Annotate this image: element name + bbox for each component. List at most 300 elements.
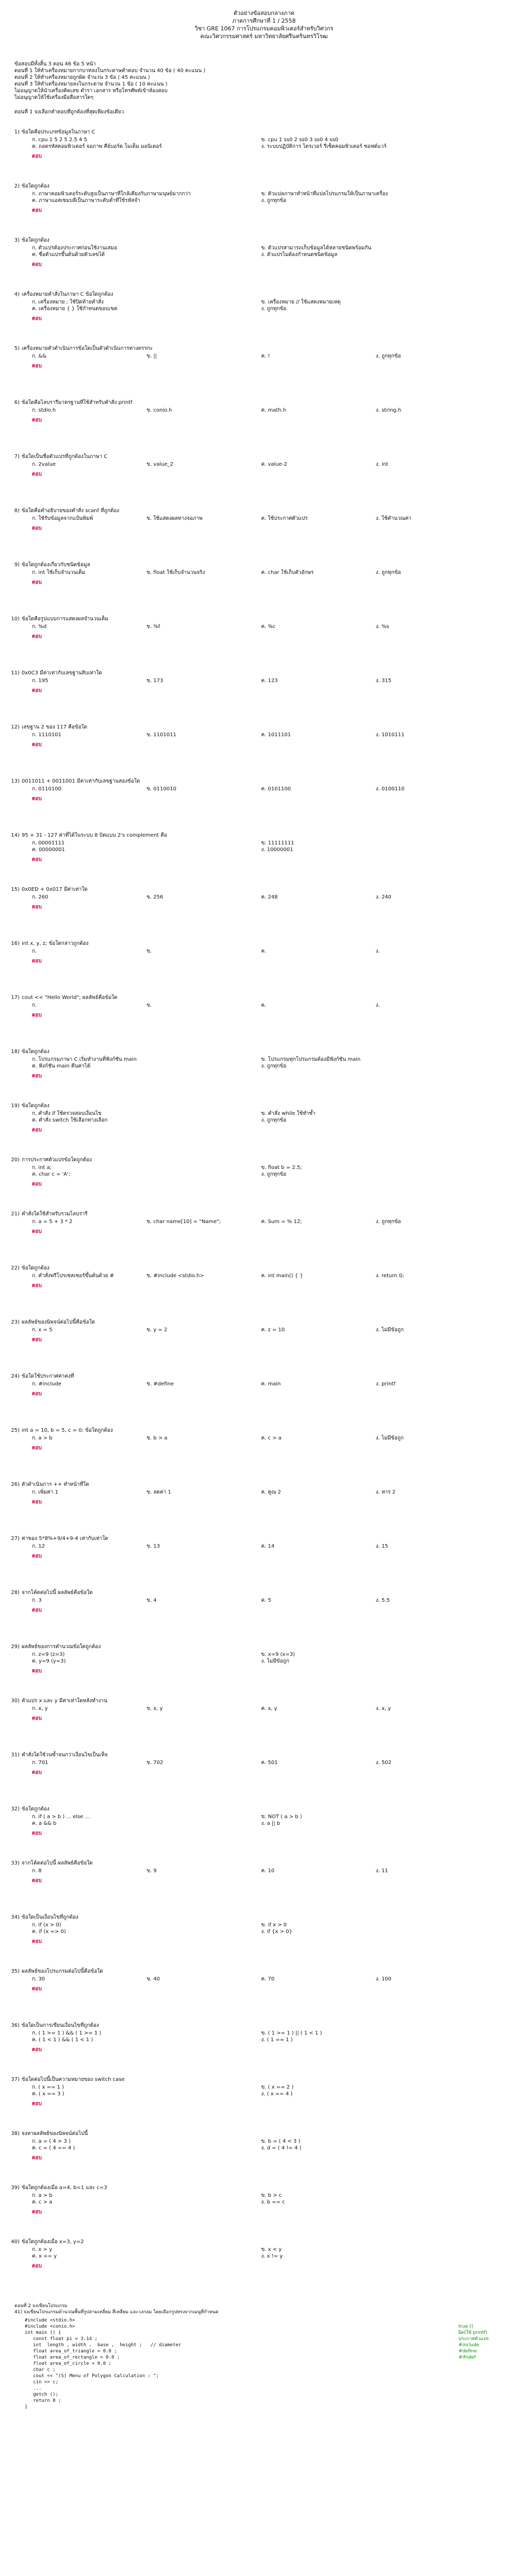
option-choice[interactable]: ก. ตัวแปรต้องประกาศก่อนใช้งานเสมอ — [32, 245, 118, 251]
option-choice[interactable]: ก. 12 — [32, 1544, 45, 1549]
option-choice[interactable]: ง. ถูกทุกข้อ — [261, 1117, 287, 1123]
option-choice[interactable]: ก. x = 5 — [32, 1327, 53, 1333]
answer-label: ตอบ — [32, 1391, 42, 1397]
option-choice[interactable]: ก. ใช้รับข้อมูลจากแป้นพิมพ์ — [32, 516, 93, 521]
option-choice[interactable]: ค. ชื่อตัวแปรขึ้นต้นด้วยตัวเลขได้ — [32, 252, 105, 258]
question-number: 25) — [11, 1428, 20, 1433]
question-number: 21) — [11, 1211, 20, 1217]
option-choice[interactable]: ข. #define — [146, 1381, 174, 1387]
question-item — [14, 562, 509, 586]
question-item — [11, 1806, 509, 1837]
question-number: 38) — [11, 2131, 20, 2137]
option-choice[interactable]: ค. ! — [261, 353, 270, 359]
option-choice[interactable]: ง. 15 — [375, 1544, 388, 1549]
option-choice[interactable]: ข. x, y — [146, 1706, 163, 1711]
question-options — [32, 1651, 509, 1665]
option-choice[interactable]: ค. 123 — [261, 678, 278, 684]
section-2-title: ตอนที่ 2 จงเขียนโปรแกรม — [14, 2303, 68, 2309]
option-choice[interactable]: ก. x > y — [32, 2247, 52, 2252]
option-choice[interactable]: ข. conio.h — [146, 408, 172, 413]
option-choice[interactable]: ข. 0110010 — [146, 786, 176, 792]
option-choice[interactable]: ข. 13 — [146, 1544, 160, 1549]
option-choice[interactable]: ข. char name[10] = "Name"; — [146, 1219, 221, 1225]
option-choice[interactable]: ง. 0100110 — [375, 786, 405, 792]
option-choice[interactable]: ก. && — [32, 353, 47, 359]
question-item — [11, 2022, 509, 2053]
option-choice[interactable]: ข. y = 2 — [146, 1327, 168, 1333]
option-choice[interactable]: ง. 1010111 — [375, 732, 405, 738]
program-note: #define — [458, 2349, 477, 2354]
option-choice[interactable]: ก. คำสั่ง if ใช้ตรวจสอบเงื่อนไข — [32, 1111, 102, 1116]
option-choice[interactable]: ก. ( x == 1 ) — [32, 2084, 64, 2090]
question-stem: int a = 10, b = 5, c = 0; ข้อใดถูกต้อง — [22, 1428, 113, 1433]
question-number: 19) — [11, 1103, 20, 1109]
answer-label: ตอบ — [32, 526, 42, 531]
option-choice[interactable]: ข. if x > 0 — [261, 1922, 287, 1928]
question-number: 28) — [11, 1590, 20, 1596]
option-choice[interactable]: ง. x != y — [261, 2253, 283, 2259]
question-options — [32, 1976, 509, 1982]
option-choice[interactable]: ข. b = ( 4 < 3 ) — [261, 2139, 301, 2144]
question-options — [32, 2084, 509, 2097]
option-choice[interactable]: ก. 701 — [32, 1760, 48, 1766]
option-choice[interactable]: ง. d = ( 4 != 4 ) — [261, 2145, 302, 2151]
option-choice[interactable]: ง. x, y — [375, 1706, 391, 1711]
option-choice[interactable]: ค. 10 — [261, 1868, 275, 1874]
question-number: 8) — [14, 508, 20, 514]
answer-label: ตอบ — [32, 1499, 42, 1505]
option-choice[interactable]: ง. ถูกทุกข้อ — [261, 1172, 287, 1177]
option-choice[interactable]: ก. 0110100 — [32, 786, 61, 792]
option-choice[interactable]: ข. float b = 2.5; — [261, 1165, 302, 1171]
question-options — [32, 894, 509, 901]
instruction-line: ข้อสอบมีทั้งสิ้น 3 ตอน 46 ข้อ 5 หน้า — [14, 61, 96, 67]
question-item — [11, 1589, 509, 1614]
question-options — [32, 1705, 509, 1712]
option-choice[interactable]: ง. int — [375, 462, 388, 467]
question-number: 36) — [11, 2023, 20, 2028]
option-choice[interactable]: ค. char ใช้เก็บตัวอักษร — [261, 570, 314, 575]
question-item — [11, 2184, 509, 2215]
question-item — [11, 1265, 509, 1289]
question-item — [11, 940, 509, 964]
option-choice[interactable]: ค. 0101100 — [261, 786, 291, 792]
question-number: 13) — [11, 778, 20, 784]
option-choice[interactable]: ก. ( 1 >= 1 ) && ( 1 >= 1 ) — [32, 2030, 102, 2036]
question-options — [32, 569, 509, 576]
option-choice[interactable]: ค. 1011101 — [261, 732, 291, 738]
option-choice[interactable]: ข. b > a — [146, 1435, 168, 1441]
question-stem: ข้อใดคือประเภทข้อมูลในภาษา C — [22, 129, 95, 135]
question-item — [11, 778, 509, 802]
option-choice[interactable]: ง. printf — [375, 1381, 395, 1387]
option-choice[interactable]: ข. 702 — [146, 1760, 163, 1766]
answer-label: ตอบ — [32, 1012, 42, 1018]
option-choice[interactable]: ก. 3 — [32, 1598, 42, 1603]
question-stem: ผลลัพธ์ของโปรแกรมต่อไปนี้คือข้อใด — [22, 1969, 103, 1974]
question-options — [32, 1381, 509, 1387]
answer-label: ตอบ — [32, 1939, 42, 1944]
option-choice[interactable]: ง. ไม่มีข้อถูก — [375, 1327, 404, 1333]
option-choice[interactable]: ค. 70 — [261, 1976, 275, 1982]
question-number: 35) — [11, 1969, 20, 1974]
option-choice[interactable]: ง. 100 — [375, 1976, 392, 1982]
question-stem: ข้อใดถูกต้อง — [22, 1103, 50, 1109]
answer-label: ตอบ — [32, 1831, 42, 1836]
option-choice[interactable]: ก. a > b — [32, 2193, 53, 2198]
option-choice[interactable]: ก. 30 — [32, 1976, 45, 1982]
option-choice[interactable]: ค. math.h — [261, 408, 287, 413]
question-stem: ข้อใดคือรูปแบบการแสดงผลจำนวนเต็ม — [22, 616, 108, 622]
option-choice[interactable]: ง. ระบบปฏิบัติการ ไดรเวอร์ รีเซ็ตคอมพิวเตอร์ ซอฟต์แวร์ — [261, 144, 387, 149]
question-stem: ข้อใดเป็นเงื่อนไขที่ถูกต้อง — [22, 1914, 78, 1920]
option-choice[interactable]: ข. x < y — [261, 2247, 282, 2252]
question-number: 31) — [11, 1752, 20, 1758]
option-choice[interactable]: ค. x == y — [32, 2253, 57, 2259]
option-choice[interactable]: ข. — [146, 948, 152, 954]
option-choice[interactable]: ง. return 0; — [375, 1273, 404, 1279]
option-choice[interactable]: ง. b == c — [261, 2199, 285, 2205]
option-choice[interactable]: ค. if (x => 0) — [32, 1929, 66, 1935]
question-item — [11, 1481, 509, 1505]
question-number: 20) — [11, 1157, 20, 1163]
question-stem: 0011011 + 0011001 มีค่าเท่ากับเลขฐานสองข้อใด — [22, 778, 140, 784]
question-number: 11) — [11, 670, 20, 676]
option-choice[interactable]: ข. ( x == 2 ) — [261, 2084, 294, 2090]
option-choice[interactable]: ก. 2value — [32, 462, 56, 467]
option-choice[interactable]: ข. 9 — [146, 1868, 157, 1874]
answer-label: ตอบ — [32, 1878, 42, 1884]
question-options — [32, 353, 509, 360]
option-choice[interactable]: ข. ( 1 >= 1 ) || ( 1 < 1 ) — [261, 2030, 322, 2036]
question-number: 33) — [11, 1860, 20, 1866]
question-number: 24) — [11, 1374, 20, 1379]
option-choice[interactable]: ก. ภาษาคอมพิวเตอร์ระดับสูงเป็นภาษาที่ใกล้เคียงกับภาษามนุษย์มากกว่า — [32, 191, 191, 197]
option-choice[interactable]: ค. ภาษาแอสเซมบลีเป็นภาษาระดับต่ำที่ใช้รหัสจำ — [32, 198, 140, 204]
answer-label: ตอบ — [32, 2155, 42, 2161]
question-item — [11, 1048, 509, 1079]
question-stem: ข้อใดถูกต้อง — [22, 1265, 50, 1271]
option-choice[interactable]: ข. x=9 (x=3) — [261, 1652, 295, 1657]
question-options — [32, 1056, 509, 1070]
question-item — [14, 345, 509, 369]
option-choice[interactable]: ก. 00001111 — [32, 840, 65, 846]
question-options — [32, 1868, 509, 1874]
question-stem: ข้อใดถูกต้อง — [22, 1049, 50, 1055]
answer-label: ตอบ — [32, 857, 42, 862]
question-options — [32, 137, 509, 150]
instruction-line: ไม่อนุญาตให้ใช้เครื่องมือสื่อสารใดๆ — [14, 95, 94, 100]
answer-label: ตอบ — [32, 796, 42, 802]
option-choice[interactable]: ข. 11111111 — [261, 840, 294, 846]
option-choice[interactable]: ข. 173 — [146, 678, 163, 684]
question-number: 7) — [14, 454, 20, 460]
option-choice[interactable]: ค. 00000001 — [32, 847, 65, 853]
option-choice[interactable]: ง. 10000001 — [261, 847, 293, 853]
answer-label: ตอบ — [32, 1283, 42, 1289]
question-options — [32, 2138, 509, 2151]
answer-label: ตอบ — [32, 2263, 42, 2269]
question-number: 5) — [14, 346, 20, 351]
option-choice[interactable]: ก. — [32, 1003, 37, 1008]
question-number: 39) — [11, 2185, 20, 2191]
question-item — [11, 616, 509, 640]
option-choice[interactable]: ข. ลดค่า 1 — [146, 1489, 171, 1495]
option-choice[interactable]: ง. ตัวแปรไม่ต้องกำหนดชนิดข้อมูล — [261, 252, 338, 258]
option-choice[interactable]: ง. — [375, 948, 380, 954]
option-choice[interactable]: ค. int main() { } — [261, 1273, 303, 1279]
question-item — [11, 1914, 509, 1945]
program-note: #ifndef — [458, 2355, 476, 2360]
question-number: 1) — [14, 129, 20, 135]
option-choice[interactable]: ข. || — [146, 353, 157, 359]
question-stem: ค่าของ 5*8%+9/4+9-4 เท่ากับเท่าใด — [22, 1536, 108, 1541]
option-choice[interactable]: ข. 1101011 — [146, 732, 176, 738]
option-choice[interactable]: ค. 14 — [261, 1544, 275, 1549]
question-stem: ข้อใดคือไลบรารีมาตรฐานที่ใช้สำหรับคำสั่ง printf — [22, 400, 133, 405]
option-choice[interactable]: ค. c = ( 4 == 4 ) — [32, 2145, 75, 2151]
instructions — [14, 61, 375, 101]
answer-label: ตอบ — [32, 2209, 42, 2215]
option-choice[interactable]: ง. ถูกทุกข้อ — [261, 198, 287, 204]
header-line-1: ตัวอย่างข้อสอบกลางภาค — [233, 10, 295, 16]
question-stem: ข้อใดเป็นการเขียนเงื่อนไขที่ถูกต้อง — [22, 2023, 99, 2028]
answer-label: ตอบ — [32, 2047, 42, 2053]
answer-label: ตอบ — [32, 363, 42, 369]
option-choice[interactable]: ก. %d — [32, 624, 47, 630]
option-choice[interactable]: ข. ตัวแปลภาษาทำหน้าที่แปลโปรแกรมให้เป็นภาษาเครื่อง — [261, 191, 388, 197]
option-choice[interactable]: ง. ไม่มีข้อถูก — [375, 1435, 404, 1441]
option-choice[interactable]: ง. ถูกทุกข้อ — [375, 1219, 401, 1225]
question-options — [32, 2246, 509, 2260]
header-line-3: วิชา GRE 1067 การโปรแกรมคอมพิวเตอร์สำหรับวิศวกร — [194, 25, 334, 32]
option-choice[interactable]: ก. stdio.h — [32, 408, 56, 413]
option-choice[interactable]: ง. ( x == 4 ) — [261, 2091, 293, 2097]
option-choice[interactable]: ง. ( 1 == 1 ) — [261, 2037, 293, 2043]
question-number: 22) — [11, 1265, 20, 1271]
question-options — [32, 1489, 509, 1496]
option-choice[interactable]: ก. เครื่องหมาย ; ใช้ปิดท้ายคำสั่ง — [32, 299, 104, 305]
question-item — [11, 886, 509, 910]
option-choice[interactable]: ข. b > c — [261, 2193, 282, 2198]
option-choice[interactable]: ข. โปรแกรมทุกโปรแกรมต้องมีฟังก์ชัน main — [261, 1057, 361, 1062]
option-choice[interactable]: ก. a = ( 4 > 3 ) — [32, 2139, 71, 2144]
question-item — [14, 129, 509, 160]
question-options — [32, 2192, 509, 2206]
option-choice[interactable]: ข. — [146, 1003, 152, 1008]
option-choice[interactable]: ง. 502 — [375, 1760, 392, 1766]
question-stem: ตัวดำเนินการ ++ ทำหน้าที่ใด — [22, 1482, 89, 1487]
option-choice[interactable]: ค. c > a — [261, 1435, 282, 1441]
option-choice[interactable]: ค. 501 — [261, 1760, 278, 1766]
option-choice[interactable]: ข. value_2 — [146, 462, 174, 467]
option-choice[interactable]: ข. 256 — [146, 894, 163, 900]
option-choice[interactable]: ก. คำสั่งพรีโปรเซสเซอร์ขึ้นต้นด้วย # — [32, 1273, 114, 1279]
question-options — [32, 1814, 509, 1827]
option-choice[interactable]: ก. 8 — [32, 1868, 42, 1874]
option-choice[interactable]: ก. โปรแกรมภาษา C เริ่มทำงานที่ฟังก์ชัน main — [32, 1057, 137, 1062]
option-choice[interactable]: ค. คูณ 2 — [261, 1489, 282, 1495]
option-choice[interactable]: ก. — [32, 948, 37, 954]
option-choice[interactable]: ค. เครื่องหมาย { } ใช้กำหนดขอบเขต — [32, 306, 118, 312]
program-note: ผิด(ใช้ printf) — [458, 2330, 487, 2335]
option-choice[interactable]: ข. ใช้แสดงผลทางจอภาพ — [146, 516, 203, 521]
question-item — [11, 2239, 509, 2269]
option-choice[interactable]: ก. เพิ่มค่า 1 — [32, 1489, 58, 1495]
question-options — [32, 732, 509, 738]
option-choice[interactable]: ค. Sum = % 12; — [261, 1219, 302, 1225]
option-choice[interactable]: ก. a > b — [32, 1435, 53, 1441]
question-item — [11, 1698, 509, 1722]
question-options — [32, 1164, 509, 1178]
option-choice[interactable]: ง. หาร 2 — [375, 1489, 396, 1495]
option-choice[interactable]: ง. 5.5 — [375, 1598, 390, 1603]
option-choice[interactable]: ง. 240 — [375, 894, 392, 900]
option-choice[interactable]: ก. z=9 (z=3) — [32, 1652, 65, 1657]
option-choice[interactable]: ก. cpu 1 5 2 5 2.5 4 5 — [32, 137, 87, 143]
question-stem: 0x0C3 มีค่าเท่ากับเลขฐานสิบเท่าใด — [22, 670, 102, 676]
option-choice[interactable]: ข. float ใช้เก็บจำนวนจริง — [146, 570, 205, 575]
option-choice[interactable]: ก. int ใช้เก็บจำนวนเต็ม — [32, 570, 86, 575]
option-choice[interactable]: ข. ตัวแปรสามารถเก็บข้อมูลได้หลายชนิดพร้อมกัน — [261, 245, 371, 251]
option-choice[interactable]: ง. 11 — [375, 1868, 388, 1874]
option-choice[interactable]: ง. 315 — [375, 678, 392, 684]
option-choice[interactable]: ข. คำสั่ง while ใช้ทำซ้ำ — [261, 1111, 316, 1116]
option-choice[interactable]: ง. ไม่มีข้อถูก — [261, 1658, 289, 1664]
option-choice[interactable]: ข. #include <stdio.h> — [146, 1273, 204, 1279]
question-number: 23) — [11, 1319, 20, 1325]
question-item — [11, 1535, 509, 1560]
question-options — [32, 1759, 509, 1766]
question-number: 12) — [11, 724, 20, 730]
question-item — [11, 1319, 509, 1343]
question-options — [32, 948, 509, 955]
question-number: 6) — [14, 400, 20, 405]
question-options — [32, 2030, 509, 2043]
program-note: ประกาศตัวแปร — [458, 2336, 489, 2342]
option-choice[interactable]: ก. int a; — [32, 1165, 52, 1171]
question-stem: เครื่องหมายคำสั่งในภาษา C ข้อใดถูกต้อง — [22, 292, 113, 297]
option-choice[interactable]: ข. 40 — [146, 1976, 160, 1982]
option-choice[interactable]: ง. a || b — [261, 1821, 280, 1826]
option-choice[interactable]: ค. main — [261, 1381, 281, 1387]
option-choice[interactable]: ค. 248 — [261, 894, 278, 900]
option-choice[interactable]: ก. 260 — [32, 894, 48, 900]
question-stem: ตัวแปร x และ y มีค่าเท่าใดหลังทำงาน — [22, 1698, 107, 1704]
question-options — [32, 1597, 509, 1604]
option-choice[interactable]: ค. y=9 (y=3) — [32, 1658, 66, 1664]
option-choice[interactable]: ข. เครื่องหมาย // ใช้แสดงหมายเหตุ — [261, 299, 341, 305]
option-choice[interactable]: ก. if (x > 0) — [32, 1922, 61, 1928]
option-choice[interactable]: ค. คำสั่ง switch ใช้เลือกทางเลือก — [32, 1117, 108, 1123]
option-choice[interactable]: ค. 5 — [261, 1598, 271, 1603]
option-choice[interactable]: ง. ถูกทุกข้อ — [261, 306, 287, 312]
question-options — [32, 515, 509, 522]
answer-label: ตอบ — [32, 1073, 42, 1079]
option-choice[interactable]: ค. ( 1 < 1 ) && ( 1 < 1 ) — [32, 2037, 93, 2043]
option-choice[interactable]: ข. NOT ( a > b ) — [261, 1814, 302, 1820]
question-options — [32, 1218, 509, 1225]
question-number: 2) — [14, 183, 20, 189]
program-intro: 41) จงเขียนโปรแกรมคำนวณพื้นที่รูปสามเหลี่ยม สี่เหลี่ยม และวงกลม โดยเลือกรูปทรงจากเมนูที่กำหนด — [14, 2310, 219, 2315]
question-number: 16) — [11, 941, 20, 946]
question-stem: ข้อใดถูกต้อง — [22, 183, 50, 189]
question-stem: เครื่องหมายตัวดำเนินการข้อใดเป็นตัวดำเนินการทางตรรกะ — [22, 346, 153, 351]
option-choice[interactable]: ค. x, y — [261, 1706, 277, 1711]
question-number: 4) — [14, 292, 20, 297]
question-number: 40) — [11, 2239, 20, 2245]
question-options — [32, 1543, 509, 1550]
question-number: 26) — [11, 1482, 20, 1487]
question-stem: ข้อใดถูกต้อง — [22, 238, 50, 243]
option-choice[interactable]: ค. ฟังก์ชัน main คืนค่าได้ — [32, 1063, 91, 1069]
option-choice[interactable]: ค. value-2 — [261, 462, 287, 467]
option-choice[interactable]: ข. %f — [146, 624, 160, 630]
instruction-line: ตอนที่ 1 ให้ทำเครื่องหมายกากบาทลงในกระดาษคำตอบ จำนวน 40 ข้อ ( 40 คะแนน ) — [14, 68, 206, 74]
option-choice[interactable]: ง. if {x > 0} — [261, 1929, 292, 1935]
question-item — [11, 1860, 509, 1884]
question-options — [32, 407, 509, 414]
option-choice[interactable]: ค. — [261, 1003, 267, 1008]
question-options — [32, 1002, 509, 1009]
option-choice[interactable]: ค. ( x == 3 ) — [32, 2091, 64, 2097]
option-choice[interactable]: ค. %c — [261, 624, 276, 630]
option-choice[interactable]: ก. 1110101 — [32, 732, 61, 738]
question-item — [14, 453, 509, 478]
answer-label: ตอบ — [32, 1445, 42, 1451]
question-item — [11, 1427, 509, 1451]
option-choice[interactable]: ก. x, y — [32, 1706, 48, 1711]
option-choice[interactable]: ง. ถูกทุกข้อ — [375, 570, 401, 575]
header-line-2: ภาคการศึกษาที่ 1 / 2558 — [232, 18, 296, 24]
option-choice[interactable]: ง. string.h — [375, 408, 402, 413]
question-stem: ผลลัพธ์ของการคำนวณข้อใดถูกต้อง — [22, 1644, 101, 1650]
question-options — [32, 1435, 509, 1442]
option-choice[interactable]: ค. ถอดรหัสคอมพิวเตอร์ จอภาพ คีย์บอร์ด โมเด็ม มอนิเตอร์ — [32, 144, 162, 149]
option-choice[interactable]: ค. z = 10 — [261, 1327, 285, 1333]
option-choice[interactable]: ก. #include — [32, 1381, 62, 1387]
program-note: #include — [458, 2343, 480, 2348]
option-choice[interactable]: ค. a && b — [32, 1821, 57, 1826]
question-stem: ข้อใดถูกต้องเกี่ยวกับชนิดข้อมูล — [22, 562, 90, 568]
option-choice[interactable]: ง. ใช้คำนวณค่า — [375, 516, 411, 521]
question-item — [14, 399, 509, 423]
option-choice[interactable]: ง. ถูกทุกข้อ — [375, 353, 401, 359]
option-choice[interactable]: ค. c > a — [32, 2199, 53, 2205]
question-stem: int x, y, z; ข้อใดกล่าวถูกต้อง — [22, 941, 89, 946]
question-stem: ข้อใดต่อไปนี้เป็นความหมายของ switch case — [22, 2077, 125, 2082]
question-item — [11, 1968, 509, 1992]
question-item — [11, 1643, 509, 1674]
option-choice[interactable]: ก. if ( a > b ) ... else ... — [32, 1814, 90, 1820]
question-options — [32, 840, 509, 853]
question-item — [11, 1373, 509, 1397]
option-choice[interactable]: ง. ถูกทุกข้อ — [261, 1063, 287, 1069]
option-choice[interactable]: ก. 195 — [32, 678, 48, 684]
answer-label: ตอบ — [32, 742, 42, 748]
question-item — [11, 670, 509, 694]
option-choice[interactable]: ค. ใช้ประกาศตัวแปร — [261, 516, 308, 521]
header-line-4: คณะวิศวกรรมศาสตร์ มหาวิทยาลัยศรีนครินทรวิโรฒ — [200, 33, 328, 40]
option-choice[interactable]: ค. — [261, 948, 267, 954]
option-choice[interactable]: ง. — [375, 1003, 380, 1008]
option-choice[interactable]: ก. a = 5 + 3 * 2 — [32, 1219, 73, 1225]
option-choice[interactable]: ค. char c = 'A'; — [32, 1172, 71, 1177]
question-stem: ข้อใดเป็นชื่อตัวแปรที่ถูกต้องในภาษา C — [22, 454, 108, 460]
option-choice[interactable]: ง. %s — [375, 624, 389, 630]
option-choice[interactable]: ข. cpu 1 ss0 2 ss0 3 ss0 4 ss0 — [261, 137, 338, 143]
option-choice[interactable]: ข. 4 — [146, 1598, 157, 1603]
